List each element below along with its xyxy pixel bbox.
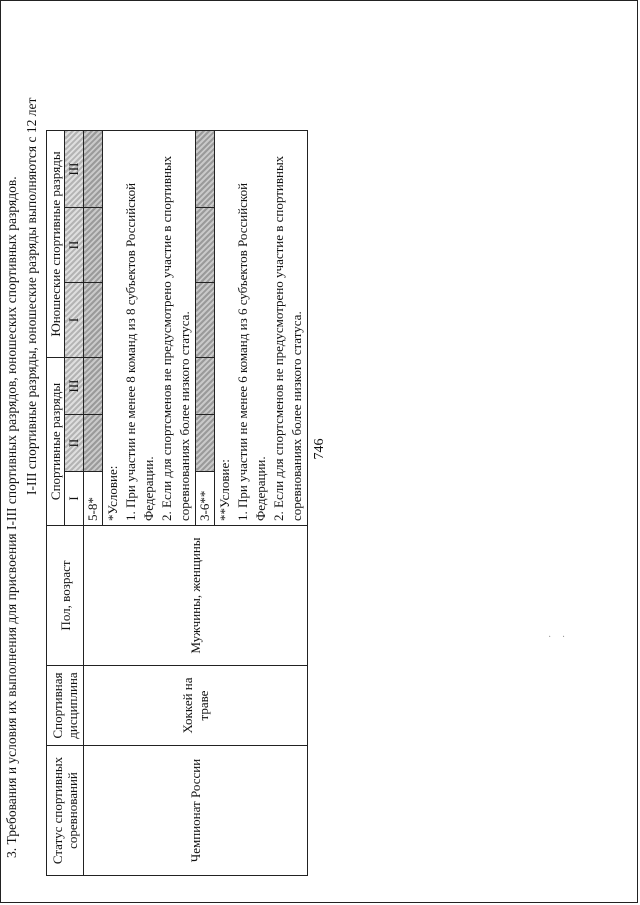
cell-empty [196, 415, 215, 472]
cell-empty [84, 208, 103, 283]
cell-status: Чемпионат России [84, 746, 308, 876]
cell-discipline: Хоккей на траве [84, 666, 308, 746]
rank-youth-1: I [65, 283, 84, 358]
rank-youth-3: III [65, 131, 84, 208]
condition-line: *Условие: [105, 465, 120, 521]
rotated-content [0, 8, 440, 888]
table-subheading: I-III спортивные разряды, юношеские разряды выполняются с 12 лет [24, 97, 39, 495]
condition-line: 2. Если для спортсменов не предусмотрено участие в спортивных соревнованиях более низкого статуса. [271, 155, 304, 521]
cell-empty [84, 283, 103, 358]
condition-block-2 [215, 131, 308, 526]
cell-empty [196, 283, 215, 358]
header-status: Статус спортивных соревнований [47, 746, 84, 876]
cell-place-1: 5-8* [84, 472, 103, 526]
condition-line: 2. Если для спортсменов не предусмотрено участие в спортивных соревнованиях более низкого статуса. [159, 155, 192, 521]
condition-line: 1. При участии не менее 6 команд из 6 субъектов Российской Федерации. [235, 182, 268, 521]
cell-empty [196, 208, 215, 283]
header-sex-age: Пол, возраст [47, 526, 84, 666]
header-row [47, 131, 65, 876]
cell-empty [196, 131, 215, 208]
requirements-table [46, 130, 308, 876]
scan-artifact: · · [548, 632, 570, 643]
table-row [84, 131, 103, 876]
cell-empty [196, 358, 215, 415]
condition-line: **Условие: [217, 459, 232, 521]
rank-sport-3: III [65, 358, 84, 415]
cell-place-2: 3-6** [196, 472, 215, 526]
header-youth-ranks: Юношеские спортивные разряды [47, 131, 65, 358]
cell-sex-age: Мужчины, женщины [84, 526, 308, 666]
cell-empty [84, 131, 103, 208]
section-heading: 3. Требования и условия их выполнения для присвоения I-III спортивных разрядов, юношеских спортивных разрядов. [4, 176, 19, 858]
header-sport-ranks: Спортивные разряды [47, 358, 65, 526]
rank-sport-1: I [65, 472, 84, 526]
page-number: 746 [312, 438, 327, 460]
condition-line: 1. При участии не менее 8 команд из 8 субъектов Российской Федерации. [123, 182, 156, 521]
rank-sport-2: II [65, 415, 84, 472]
condition-block-1 [103, 131, 196, 526]
cell-empty [84, 358, 103, 415]
cell-empty [84, 415, 103, 472]
rank-youth-2: II [65, 208, 84, 283]
header-discipline: Спортивная дисциплина [47, 666, 84, 746]
